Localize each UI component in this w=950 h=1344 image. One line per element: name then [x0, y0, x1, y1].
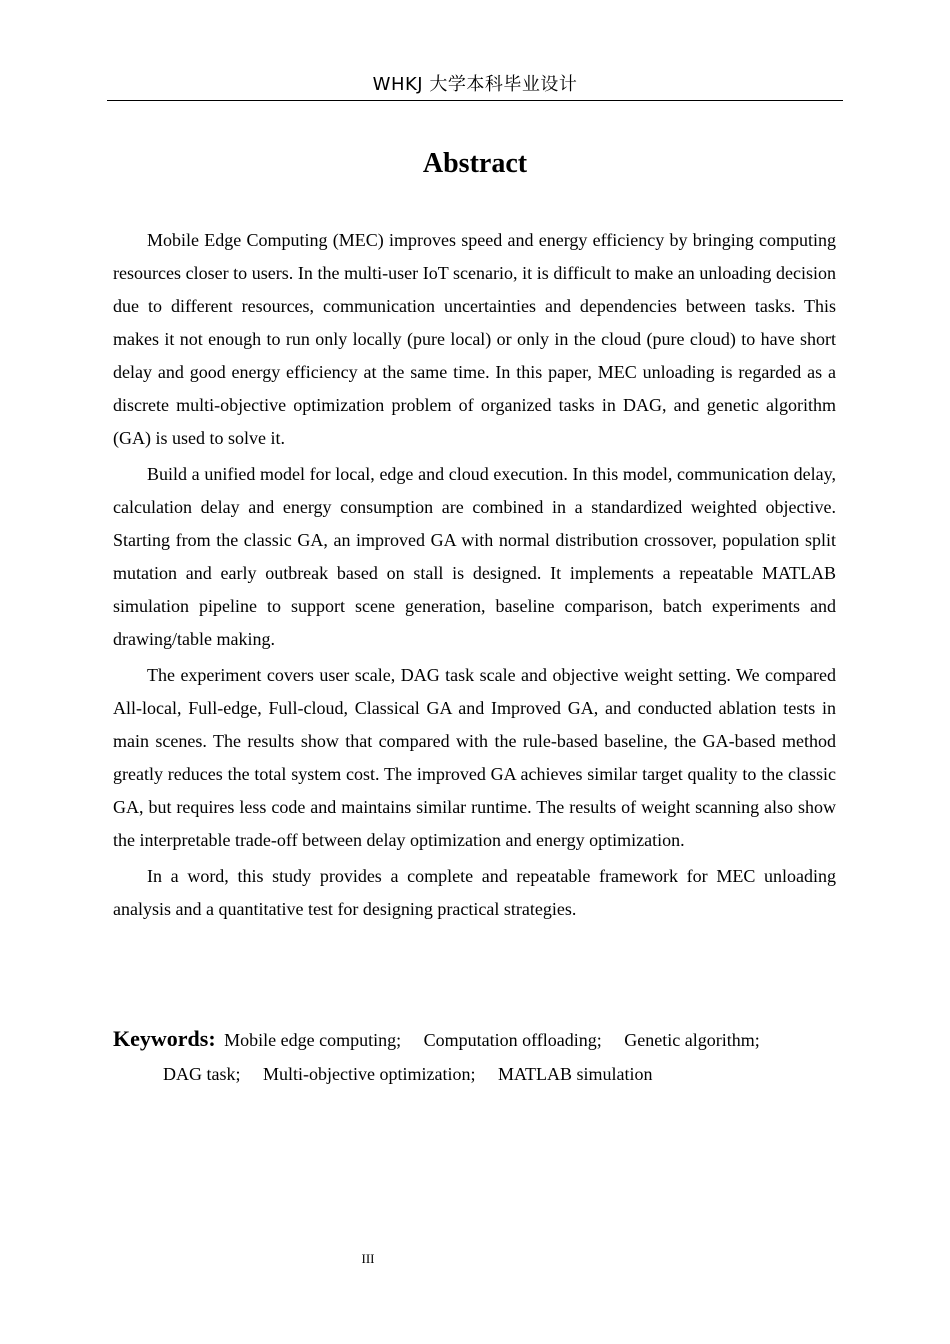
- keywords-line-1: [113, 1022, 836, 1057]
- keyword-item: MATLAB simulation: [497, 1064, 653, 1084]
- keyword-item: DAG task;: [163, 1064, 241, 1084]
- keywords-section: [113, 1022, 836, 1091]
- abstract-body: [113, 224, 836, 929]
- abstract-paragraph-2: Build a unified model for local, edge and cloud execution. In this model, communication delay, calculation delay and energy consumption are combined in a standardized weighted objective. Starting from the classic GA, an improved GA with normal distribution crossover, population split mutation and early outbreak based on stall is designed. It implements a repeatable MATLAB simulation pipeline to support scene generation, baseline comparison, batch experiments and drawing/table making.: [113, 464, 836, 649]
- keyword-item: Multi-objective optimization;: [263, 1064, 476, 1084]
- keyword-item: Mobile edge computing;: [224, 1030, 402, 1050]
- abstract-paragraph-4: In a word, this study provides a complete and repeatable framework for MEC unloading analysis and a quantitative test for designing practical strategies.: [113, 866, 836, 919]
- abstract-paragraph-1: Mobile Edge Computing (MEC) improves speed and energy efficiency by bringing computing resources closer to users. In the multi-user IoT scenario, it is difficult to make an unloading decision due to different resources, communication uncertainties and dependencies between tasks. This makes it not enough to run only locally (pure local) or only in the cloud (pure cloud) to have short delay and good energy efficiency at the same time. In this paper, MEC unloading is regarded as a discrete multi-objective optimization problem of organized tasks in DAG, and genetic algorithm (GA) is used to solve it.: [113, 230, 836, 448]
- abstract-title: Abstract: [422, 148, 528, 179]
- keyword-item: Genetic algorithm;: [624, 1030, 760, 1050]
- keywords-line-2: [113, 1057, 836, 1091]
- keyword-item: Computation offloading;: [423, 1030, 602, 1050]
- header-rule: [107, 100, 843, 101]
- keywords-label: Keywords:: [113, 1026, 216, 1051]
- abstract-paragraph-3: The experiment covers user scale, DAG task scale and objective weight setting. We compared All-local, Full-edge, Full-cloud, Classical GA and Improved GA, and conducted ablation tests in main scenes. The results show that compared with the rule-based baseline, the GA-based method greatly reduces the total system cost. The improved GA achieves similar target quality to the classic GA, but requires less code and maintains similar runtime. The results of weight scanning also show the interpretable trade-off between delay optimization and energy optimization.: [113, 665, 836, 850]
- page-number: III: [361, 1251, 375, 1266]
- running-header: WHKJ 大学本科毕业设计: [372, 74, 578, 95]
